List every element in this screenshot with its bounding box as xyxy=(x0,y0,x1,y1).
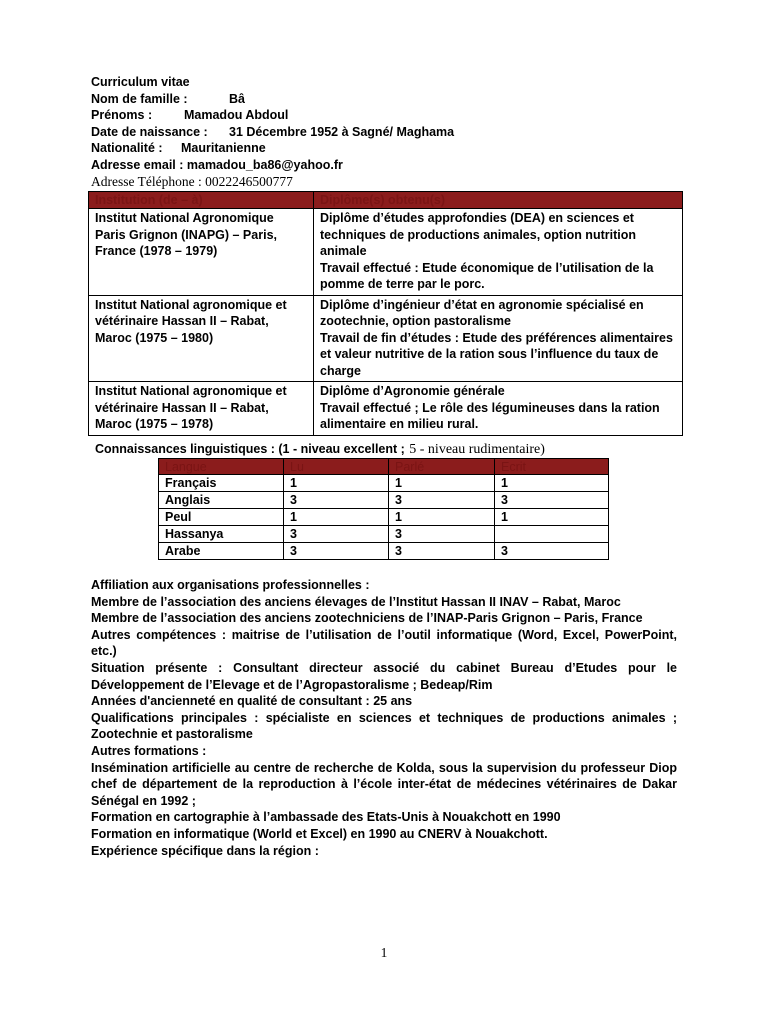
paragraph: Formation en cartographie à l’ambassade des Etats-Unis à Nouakchott en 1990 xyxy=(91,810,561,825)
paragraph: Membre de l’association des anciens élevages de l’Institut Hassan II INAV – Rabat, Maroc xyxy=(91,594,621,609)
paragraph: Membre de l’association des anciens zootechniciens de l’INAP-Paris Grignon – Paris, France xyxy=(91,611,643,626)
col-written: Ecrit xyxy=(495,459,609,475)
field-birth-date: Date de naissance : 31 Décembre 1952 à Sagné/ Maghama xyxy=(91,124,455,139)
education-header-row xyxy=(89,192,683,209)
language-row: Anglais 3 3 3 xyxy=(159,492,609,509)
cv-title: Curriculum vitae xyxy=(91,75,190,89)
education-row xyxy=(89,382,683,436)
education-row xyxy=(89,209,683,296)
languages-table xyxy=(158,458,609,560)
col-read: Lu xyxy=(284,459,389,475)
col-diploma: Diplôme(s) obtenu(s) xyxy=(314,192,683,209)
field-first-names: Prénoms : Mamadou Abdoul xyxy=(91,108,289,122)
field-phone: Adresse Téléphone : 0022246500777 xyxy=(91,174,293,189)
cv-body xyxy=(91,577,677,859)
field-email: Adresse email : mamadou_ba86@yahoo.fr xyxy=(91,157,343,172)
education-table xyxy=(88,191,683,436)
col-spoken: Parlé xyxy=(389,459,495,475)
field-family-name: Nom de famille : Bâ xyxy=(91,91,245,106)
language-row: Français 1 1 1 xyxy=(159,475,609,492)
diploma-cell: Diplôme d’ingénieur d’état en agronomie spécialisé en zootechnie, option pastoralisme Travail de fin d’études : Etude des préférences alimentaires et valeur nutritive de la ration sous l’influence du taux de charge xyxy=(314,295,683,382)
paragraph: Insémination artificielle au centre de recherche de Kolda, sous la supervision du professeur Diop chef de département de la reproduction à l’école inter-état de médecines vétérinaires de Dakar Sénégal en 1992 ; xyxy=(91,760,677,808)
languages-header-row xyxy=(159,459,609,475)
languages-heading: Connaissances linguistiques : (1 - niveau excellent ; 5 - niveau rudimentaire) xyxy=(95,442,545,457)
section-other-training-heading: Autres formations : xyxy=(91,743,207,758)
col-language: Langue xyxy=(159,459,284,475)
paragraph: Années d'ancienneté en qualité de consultant : 25 ans xyxy=(91,694,413,709)
paragraph: Qualifications principales : spécialiste en sciences et techniques de productions animales ; Zootechnie et pastoralisme xyxy=(91,710,677,742)
section-affiliation-heading: Affiliation aux organisations professionnelles : xyxy=(91,578,370,592)
field-nationality: Nationalité : Mauritanienne xyxy=(91,141,266,155)
institution-cell: Institut National agronomique et vétérinaire Hassan II – Rabat, Maroc (1975 – 1978) xyxy=(89,382,314,436)
education-row xyxy=(89,295,683,382)
language-row: Peul 1 1 1 xyxy=(159,509,609,526)
cv-header xyxy=(91,75,691,191)
paragraph: Formation en informatique (World et Excel) en 1990 au CNERV à Nouakchott. xyxy=(91,826,548,841)
language-row: Hassanya 3 3 xyxy=(159,526,609,543)
diploma-cell: Diplôme d’études approfondies (DEA) en sciences et techniques de productions animales, option nutrition animale Travail effectué : Etude économique de l’utilisation de la pomme de terre par le porc. xyxy=(314,209,683,296)
page-number: 1 xyxy=(380,945,388,960)
diploma-cell: Diplôme d’Agronomie générale Travail effectué ; Le rôle des légumineuses dans la ration alimentaire en milieu rural. xyxy=(314,382,683,436)
paragraph: Situation présente : Consultant directeur associé du cabinet Bureau d’Etudes pour le Développement de l’Elevage et de l’Agropastoralisme ; Bedeap/Rim xyxy=(91,660,677,692)
section-regional-experience-heading: Expérience spécifique dans la région : xyxy=(91,843,319,858)
institution-cell: Institut National Agronomique Paris Grignon (INAPG) – Paris, France (1978 – 1979) xyxy=(89,209,314,296)
paragraph: Autres compétences : maitrise de l’utilisation de l’outil informatique (Word, Excel, PowerPoint, etc.) xyxy=(91,627,677,659)
col-institution: Institution (de – à) xyxy=(89,192,314,209)
institution-cell: Institut National agronomique et vétérinaire Hassan II – Rabat, Maroc (1975 – 1980) xyxy=(89,295,314,382)
language-row: Arabe 3 3 3 xyxy=(159,543,609,560)
